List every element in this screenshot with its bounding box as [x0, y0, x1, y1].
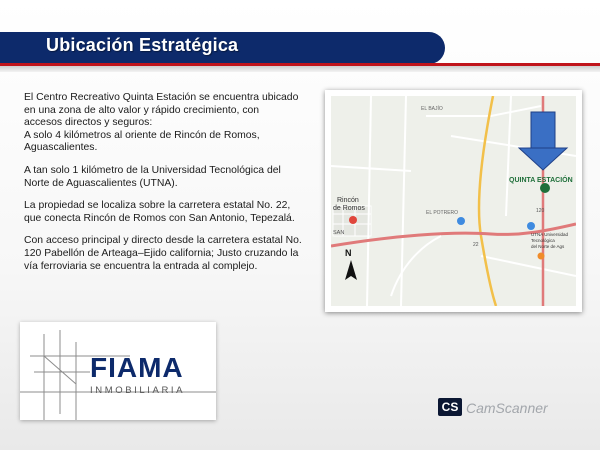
utna-label-2: Tecnológica: [531, 238, 555, 243]
route-22-label: 22: [473, 242, 479, 248]
logo-subtitle: INMOBILIARIA: [90, 385, 186, 396]
quinta-pin: [540, 183, 550, 193]
text-line: A solo 4 kilómetros al oriente de Rincón de Romos,: [24, 129, 260, 141]
utna-label-3: del Norte de Ags: [531, 244, 565, 249]
rincon-label-2: de Romos: [333, 205, 365, 212]
text-line: A tan solo 1 kilómetro de la Universidad Tecnológica del: [24, 164, 281, 176]
text-line: La propiedad se localiza sobre la carretera estatal No. 22,: [24, 200, 291, 212]
text-line: en una zona de alto valor y rápido crecimiento, con: [24, 104, 260, 116]
text-line: accesos directos y seguros:: [24, 117, 153, 129]
rincon-label-1: Rincón: [337, 197, 359, 204]
header-gray-line: [0, 66, 600, 72]
text-line: vía ferroviaria se encuentra la entrada al complejo.: [24, 260, 258, 272]
potrero-label: EL POTRERO: [426, 210, 459, 216]
fiama-logo: [20, 322, 216, 420]
north-label: N: [345, 248, 352, 258]
orange-pin: [538, 253, 545, 260]
route-120-label: 120: [536, 208, 545, 214]
description-text: [24, 92, 310, 283]
text-line: Aguascalientes.: [24, 142, 98, 154]
camscanner-badge: CS: [438, 398, 462, 416]
location-map: [331, 96, 576, 306]
text-line: El Centro Recreativo Quinta Estación se encuentra ubicado: [24, 92, 299, 103]
info-pin: [457, 217, 465, 225]
map-frame: [325, 90, 582, 312]
paragraph-location: [24, 92, 310, 155]
utna-pin: [527, 222, 535, 230]
logo-name: FIAMA: [90, 352, 184, 383]
text-line: Con acceso principal y directo desde la carretera estatal No.: [24, 235, 302, 247]
slide-title: Ubicación Estratégica: [46, 35, 239, 55]
paragraph-access: [24, 235, 310, 273]
text-line: 120 Pabellón de Arteaga–Ejido california; Justo cruzando la: [24, 247, 299, 259]
utna-label-1: UTNA Universidad: [531, 232, 569, 237]
quinta-label: QUINTA ESTACIÓN: [509, 177, 573, 184]
camscanner-watermark: CamScanner: [466, 400, 548, 416]
paragraph-utna: [24, 165, 310, 190]
rincon-pin: [349, 216, 357, 224]
bajio-label: EL BAJÍO: [421, 106, 443, 112]
paragraph-road: [24, 200, 310, 225]
text-line: que conecta Rincón de Romos con San Antonio, Tepezalá.: [24, 212, 295, 224]
text-line: Norte de Aguascalientes (UTNA).: [24, 177, 178, 189]
san-label: SAN: [333, 230, 345, 236]
